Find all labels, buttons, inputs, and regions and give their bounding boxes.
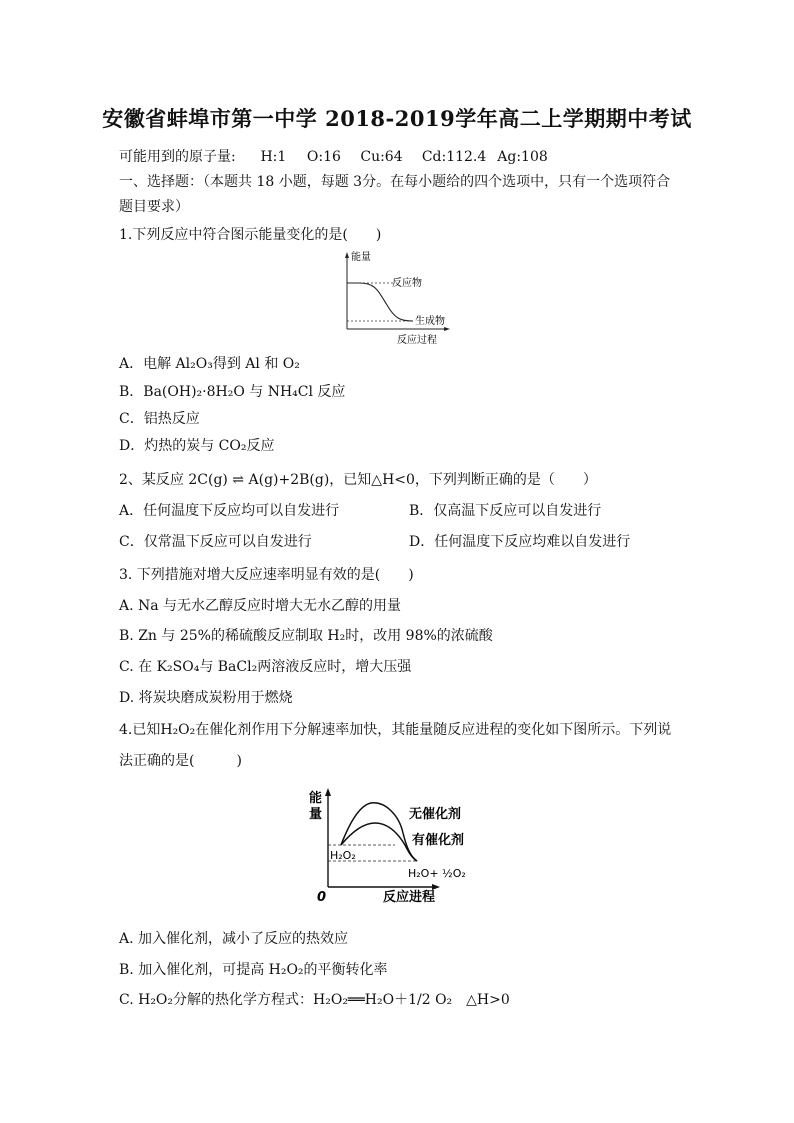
question-1-stem: 1.下列反应中符合图示能量变化的是( ) <box>119 227 382 243</box>
diagram1-product-label: 生成物 <box>415 316 445 327</box>
diagram4-origin: 0 <box>317 890 327 905</box>
diagram4-reactant-label: H₂O₂ <box>330 849 356 862</box>
diagram4-product-label: H₂O+ ½O₂ <box>408 867 466 880</box>
q3-option-b: B. Zn 与 25%的稀硫酸反应制取 H₂时，改用 98%的浓硫酸 <box>119 628 493 644</box>
q2-option-c: C．仅常温下反应可以自发进行 <box>119 534 312 550</box>
energy-diagram-4 <box>305 783 490 908</box>
atomic-mass-cu: Cu:64 <box>360 149 403 165</box>
diagram1-y-label: 能量 <box>351 252 371 263</box>
atomic-masses-label: 可能用到的原子量: <box>119 149 236 165</box>
q4-option-a: A. 加入催化剂，减小了反应的热效应 <box>119 931 349 947</box>
q2-option-a: A．任何温度下反应均可以自发进行 <box>119 503 340 519</box>
q4-option-c: C. H₂O₂分解的热化学方程式：H₂O₂══H₂O＋1/2 O₂ △H>0 <box>119 992 510 1008</box>
q2-option-b: B．仅高温下反应可以自发进行 <box>409 503 602 519</box>
diagram4-curve1-label: 无催化剂 <box>409 807 462 822</box>
diagram4-x-label: 反应进程 <box>383 890 436 905</box>
section-heading: 一、选择题：（本题共 18 小题，每题 3分。在每小题给的四个选项中，只有一个选项符合 <box>119 174 671 190</box>
diagram4-curve2-label: 有催化剂 <box>412 833 465 848</box>
q3-option-c: C. 在 K₂SO₄与 BaCl₂两溶液反应时，增大压强 <box>119 659 412 675</box>
diagram4-y-label-1: 能 <box>309 791 323 806</box>
diagram1-reactant-label: 反应物 <box>392 278 422 289</box>
q1-option-c: C．铝热反应 <box>119 411 200 427</box>
atomic-mass-cd: Cd:112.4 <box>421 149 487 165</box>
q3-option-a: A. Na 与无水乙醇反应时增大无水乙醇的用量 <box>119 598 402 614</box>
atomic-mass-o: O:16 <box>306 149 341 165</box>
q1-option-d: D．灼热的炭与 CO₂反应 <box>119 438 275 454</box>
atomic-mass-h: H:1 <box>260 149 287 165</box>
atomic-masses <box>119 146 548 166</box>
q1-option-a: A．电解 Al₂O₃得到 Al 和 O₂ <box>119 356 300 372</box>
q2-option-d: D．任何温度下反应均难以自发进行 <box>409 534 631 550</box>
q4-option-b: B. 加入催化剂，可提高 H₂O₂的平衡转化率 <box>119 962 388 978</box>
energy-diagram-1 <box>335 249 460 347</box>
q1-option-b: B．Ba(OH)₂·8H₂O 与 NH₄Cl 反应 <box>119 384 346 400</box>
question-2-stem: 2、某反应 2C(g) ⇌ A(g)+2B(g)，已知△H<0，下列判断正确的是（ ） <box>119 472 597 488</box>
diagram4-y-label-2: 量 <box>309 807 323 822</box>
atomic-mass-ag: Ag:108 <box>497 149 548 165</box>
question-4-stem: 4.已知H₂O₂在催化剂作用下分解速率加快，其能量随反应进程的变化如下图所示。下列说 <box>119 722 672 738</box>
diagram1-x-label: 反应过程 <box>397 335 437 346</box>
question-3-stem: 3. 下列措施对增大反应速率明显有效的是( ) <box>119 567 414 583</box>
section-heading-cont: 题目要求） <box>119 199 189 215</box>
page-title: 安徽省蚌埠市第一中学 2018-2019学年高二上学期期中考试 <box>102 106 692 131</box>
q3-option-d: D. 将炭块磨成炭粉用于燃烧 <box>119 690 293 706</box>
question-4-stem-cont: 法正确的是( ) <box>119 753 242 769</box>
